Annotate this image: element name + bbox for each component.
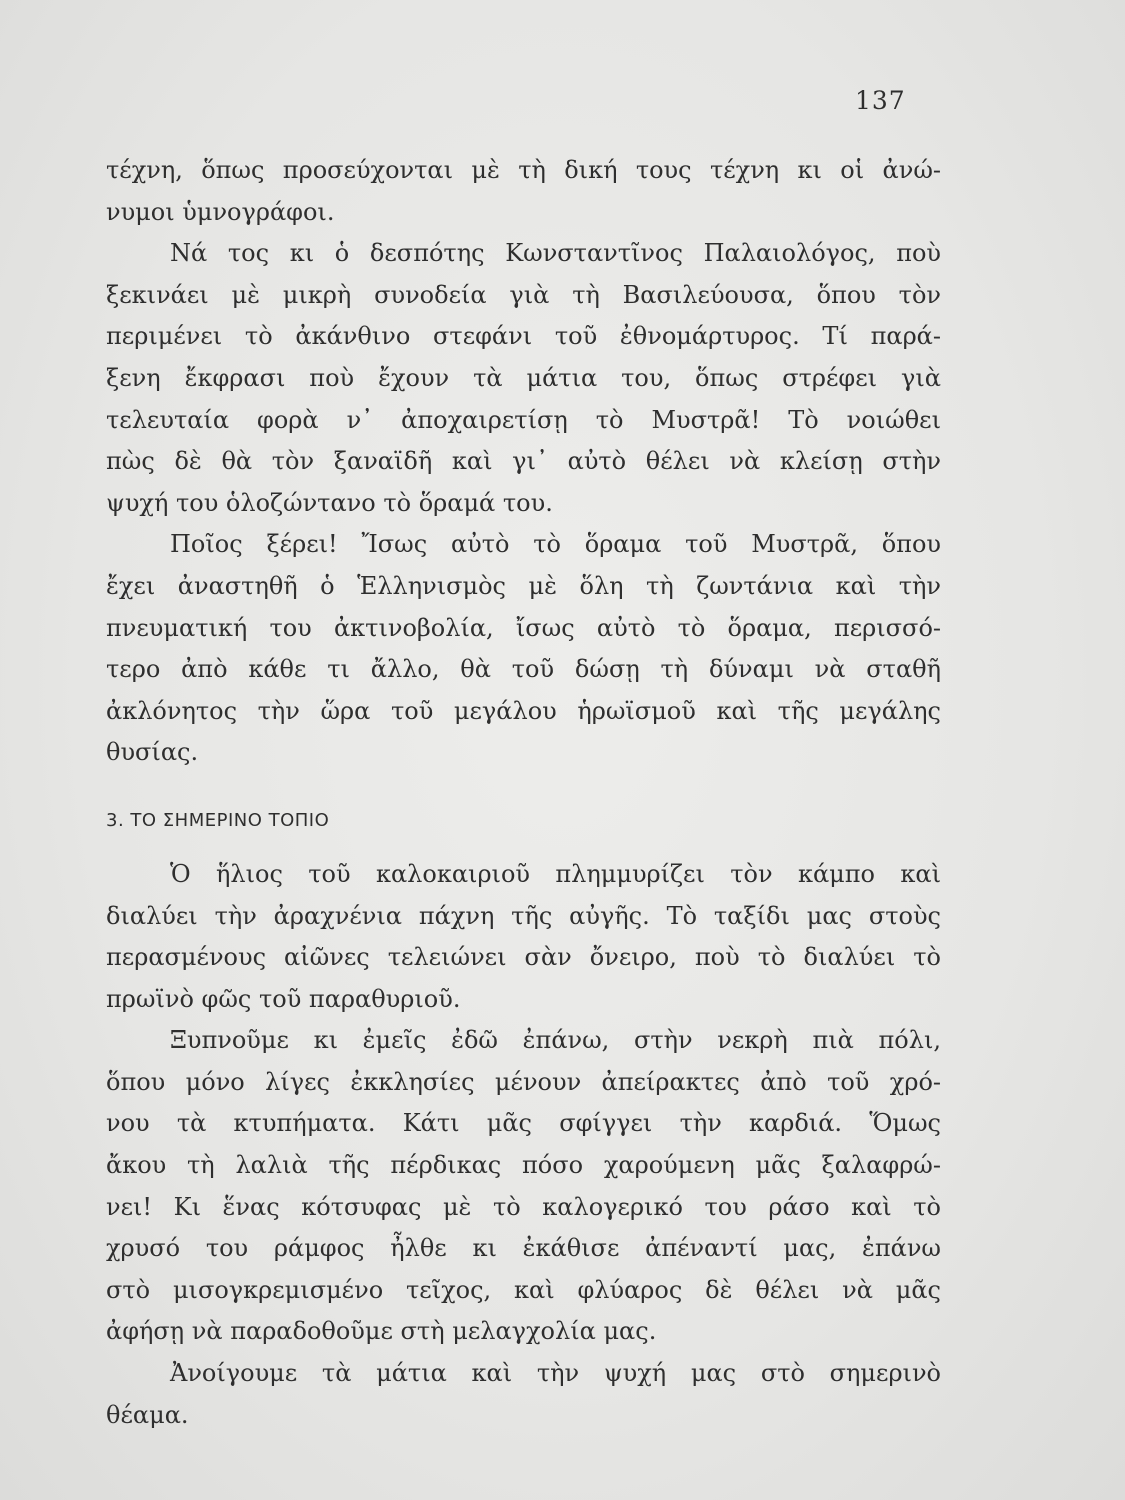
paragraph	[106, 854, 941, 1020]
text-line: ἔχει ἀναστηθῆ ὁ Ἑλληνισμὸς μὲ ὅλη τὴ ζωντάνια καὶ τὴν	[106, 571, 941, 600]
text-line: ξενη ἔκφρασι ποὺ ἔχουν τὰ μάτια του, ὅπως στρέφει γιὰ	[106, 363, 941, 392]
text-line: περιμένει τὸ ἀκάνθινο στεφάνι τοῦ ἐθνομάρτυρος. Τί παρά-	[106, 322, 941, 351]
text-line: ἀφήσῃ νὰ παραδοθοῦμε στὴ μελαγχολία μας.	[106, 1317, 657, 1346]
text-line: νυμοι ὑμνογράφοι.	[106, 197, 335, 226]
text-line: θέαμα.	[106, 1400, 189, 1429]
text-line: χρυσό του ράμφος ἦλθε κι ἐκάθισε ἀπέναντί μας, ἐπάνω	[106, 1234, 941, 1263]
text-line: Ἀνοίγουμε τὰ μάτια καὶ τὴν ψυχή μας στὸ σημερινὸ	[170, 1359, 941, 1388]
text-line: ὅπου μόνο λίγες ἐκκλησίες μένουν ἀπείρακτες ἀπὸ τοῦ χρό-	[106, 1067, 941, 1096]
text-line: τελευταία φορὰ ν᾿ ἀποχαιρετίσῃ τὸ Μυστρᾶ! Τὸ νοιώθει	[106, 405, 941, 434]
text-line: πρωϊνὸ φῶς τοῦ παραθυριοῦ.	[106, 984, 461, 1013]
section-heading: 3. ΤΟ ΣΗΜΕΡΙΝΟ ΤΟΠΙΟ	[106, 809, 330, 831]
text-line: θυσίας.	[106, 738, 199, 767]
paragraph	[106, 233, 941, 524]
text-line: νει! Κι ἕνας κότσυφας μὲ τὸ καλογερικό του ράσο καὶ τὸ	[106, 1192, 941, 1221]
page-number: 137	[855, 86, 906, 115]
paragraph	[106, 1020, 941, 1353]
section-spacer	[106, 840, 941, 854]
text-line: διαλύει τὴν ἀραχνένια πάχνη τῆς αὐγῆς. Τὸ ταξίδι μας στοὺς	[106, 901, 941, 930]
paragraph	[106, 524, 941, 774]
text-line: ἀκλόνητος τὴν ὥρα τοῦ μεγάλου ἡρωϊσμοῦ καὶ τῆς μεγάλης	[106, 696, 941, 725]
body-text	[106, 150, 941, 1436]
section-spacer	[106, 774, 941, 802]
text-line: Ξυπνοῦμε κι ἐμεῖς ἐδῶ ἐπάνω, στὴν νεκρὴ πιὰ πόλι,	[170, 1026, 941, 1055]
paragraph	[106, 1353, 941, 1436]
text-line: ξεκινάει μὲ μικρὴ συνοδεία γιὰ τὴ Βασιλεύουσα, ὅπου τὸν	[106, 280, 941, 309]
text-line: πὼς δὲ θὰ τὸν ξαναϊδῆ καὶ γι᾿ αὐτὸ θέλει νὰ κλείσῃ στὴν	[106, 447, 941, 476]
text-line: τερο ἀπὸ κάθε τι ἄλλο, θὰ τοῦ δώσῃ τὴ δύναμι νὰ σταθῆ	[106, 655, 941, 684]
text-line: Νά τος κι ὁ δεσπότης Κωνσταντῖνος Παλαιολόγος, ποὺ	[170, 239, 941, 268]
text-line: περασμένους αἰῶνες τελειώνει σὰν ὄνειρο, ποὺ τὸ διαλύει τὸ	[106, 943, 941, 972]
text-line: Ὁ ἥλιος τοῦ καλοκαιριοῦ πλημμυρίζει τὸν κάμπο καὶ	[170, 859, 941, 888]
text-line: ψυχή του ὁλοζώντανο τὸ ὅραμά του.	[106, 488, 553, 517]
text-line: Ποῖος ξέρει! Ἴσως αὐτὸ τὸ ὅραμα τοῦ Μυστρᾶ, ὅπου	[170, 530, 941, 559]
text-line: ἄκου τὴ λαλιὰ τῆς πέρδικας πόσο χαρούμενη μᾶς ξαλαφρώ-	[106, 1151, 941, 1180]
text-line: νου τὰ κτυπήματα. Κάτι μᾶς σφίγγει τὴν καρδιά. Ὅμως	[106, 1109, 941, 1138]
text-line: πνευματική του ἀκτινοβολία, ἴσως αὐτὸ τὸ ὅραμα, περισσό-	[106, 613, 941, 642]
text-line: τέχνη, ὅπως προσεύχονται μὲ τὴ δική τους τέχνη κι οἱ ἀνώ-	[106, 156, 941, 184]
paragraph	[106, 150, 941, 233]
text-line: στὸ μισογκρεμισμένο τεῖχος, καὶ φλύαρος δὲ θέλει νὰ μᾶς	[106, 1275, 941, 1304]
